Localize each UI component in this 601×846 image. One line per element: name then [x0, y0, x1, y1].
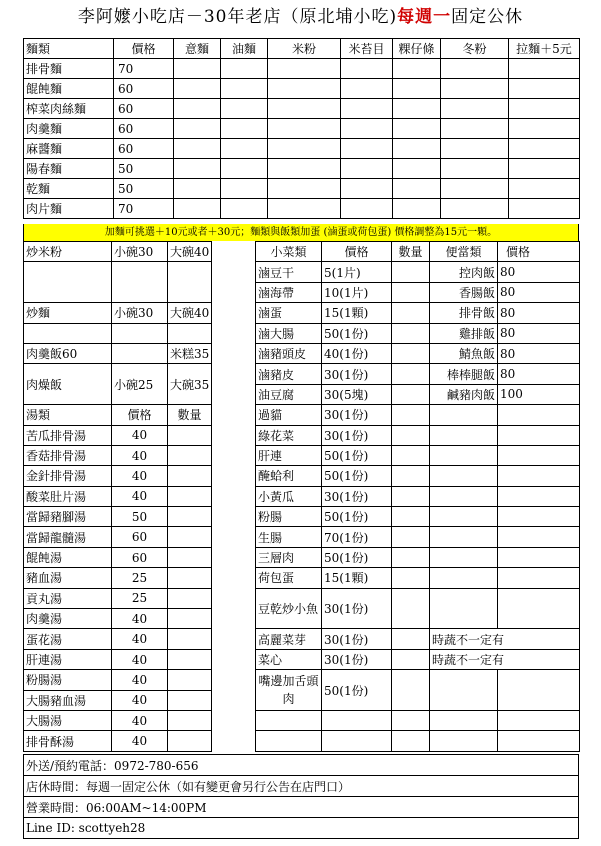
soup-name: 肉羹湯	[24, 609, 112, 629]
side-name: 過貓	[256, 405, 322, 425]
braised-pork-rice-small: 小碗25	[112, 364, 168, 405]
table-row	[24, 445, 580, 465]
side-price: 50(1份)	[322, 323, 392, 343]
bento-price: 80	[498, 303, 580, 323]
noodle-name: 榨菜肉絲麵	[24, 99, 114, 119]
side-name: 嘴邊加舌頭肉	[256, 670, 322, 711]
side-name: 醃蛤利	[256, 466, 322, 486]
soup-price: 60	[112, 527, 168, 547]
noodle-name: 麻醬麵	[24, 139, 114, 159]
side-price: 5(1片)	[322, 262, 392, 282]
footer-table	[23, 754, 579, 839]
side-price: 30(1份)	[322, 588, 392, 629]
bento-name: 控肉飯	[430, 262, 498, 282]
table-row	[24, 486, 580, 506]
seasonal-note: 時蔬不一定有	[430, 649, 580, 669]
side-price: 30(1份)	[322, 364, 392, 384]
rice-cake-price: 米糕35	[168, 343, 212, 363]
fried-rice-noodle-name: 炒米粉	[24, 242, 112, 262]
soup-header: 數量	[168, 405, 212, 425]
seasonal-note: 時蔬不一定有	[430, 629, 580, 649]
fried-rice-noodle-small: 小碗30	[112, 242, 168, 262]
noodle-table	[23, 38, 580, 219]
side-name: 小黃瓜	[256, 486, 322, 506]
line-id-text: Line ID: scottyeh28	[24, 818, 579, 839]
noodle-header: 拉麵＋5元	[509, 39, 580, 59]
side-name: 肝連	[256, 445, 322, 465]
side-header: 數量	[392, 242, 430, 262]
table-row	[24, 262, 580, 282]
table-row	[24, 507, 580, 527]
side-price: 30(5塊)	[322, 384, 392, 404]
bento-price: 80	[498, 262, 580, 282]
soup-price: 40	[112, 445, 168, 465]
side-name: 高麗菜芽	[256, 629, 322, 649]
soup-price: 40	[112, 670, 168, 690]
noodle-header-row	[24, 39, 580, 59]
bento-price: 80	[498, 343, 580, 363]
table-row	[24, 425, 580, 445]
table-row	[24, 568, 580, 588]
bento-name: 鹹豬肉飯	[430, 384, 498, 404]
table-row	[24, 179, 580, 199]
table-row	[24, 670, 580, 690]
bento-name: 棒棒腿飯	[430, 364, 498, 384]
noodle-name: 排骨麵	[24, 59, 114, 79]
side-name: 油豆腐	[256, 384, 322, 404]
soup-price: 25	[112, 568, 168, 588]
side-name: 滷大腸	[256, 323, 322, 343]
table-row	[24, 818, 579, 839]
table-row	[24, 119, 580, 139]
table-row	[24, 405, 580, 425]
soup-price: 25	[112, 588, 168, 608]
table-row	[24, 199, 580, 219]
side-price: 40(1份)	[322, 343, 392, 363]
noodle-header: 油麵	[221, 39, 268, 59]
side-price: 30(1份)	[322, 486, 392, 506]
side-price: 50(1份)	[322, 507, 392, 527]
bento-name: 鯖魚飯	[430, 343, 498, 363]
noodle-header: 價格	[114, 39, 174, 59]
side-name: 滷蛋	[256, 303, 322, 323]
soup-price: 40	[112, 710, 168, 730]
hours-text: 營業時間：06:00AM~14:00PM	[24, 797, 579, 818]
side-name: 綠花菜	[256, 425, 322, 445]
soup-name: 香菇排骨湯	[24, 445, 112, 465]
noodle-header: 米粉	[268, 39, 341, 59]
braised-pork-rice-name: 肉燥飯	[24, 364, 112, 405]
table-row	[24, 99, 580, 119]
soup-price: 40	[112, 609, 168, 629]
soup-price: 40	[112, 466, 168, 486]
noodle-name: 餛飩麵	[24, 79, 114, 99]
side-name: 滷海帶	[256, 282, 322, 302]
noodle-price: 50	[114, 179, 174, 199]
table-row	[24, 710, 580, 730]
table-row	[24, 649, 580, 669]
table-row	[24, 588, 580, 608]
braised-pork-rice-large: 大碗35	[168, 364, 212, 405]
side-price: 30(1份)	[322, 649, 392, 669]
soup-name: 肝連湯	[24, 649, 112, 669]
side-name: 荷包蛋	[256, 568, 322, 588]
table-row	[24, 629, 580, 649]
table-row	[24, 364, 580, 384]
soup-price: 40	[112, 486, 168, 506]
side-price: 50(1份)	[322, 547, 392, 567]
noodle-name: 陽春麵	[24, 159, 114, 179]
soup-price: 40	[112, 649, 168, 669]
noodle-header: 意麵	[174, 39, 221, 59]
soup-name: 當歸龍髓湯	[24, 527, 112, 547]
side-price: 70(1份)	[322, 527, 392, 547]
side-price: 30(1份)	[322, 425, 392, 445]
bento-header: 便當類	[430, 242, 498, 262]
noodle-price: 70	[114, 59, 174, 79]
side-name: 粉腸	[256, 507, 322, 527]
soup-name: 大腸湯	[24, 710, 112, 730]
table-row	[24, 547, 580, 567]
soup-name: 豬血湯	[24, 568, 112, 588]
table-row	[24, 323, 580, 343]
noodle-price: 60	[114, 119, 174, 139]
noodle-name: 乾麵	[24, 179, 114, 199]
side-name: 滷豬皮	[256, 364, 322, 384]
soup-name: 當歸豬腳湯	[24, 507, 112, 527]
side-price: 50(1份)	[322, 670, 392, 711]
table-row	[24, 303, 580, 323]
soup-price: 50	[112, 507, 168, 527]
table-row	[24, 797, 579, 818]
soup-price: 60	[112, 547, 168, 567]
soup-header: 價格	[112, 405, 168, 425]
table-row	[24, 59, 580, 79]
noodle-header: 麵類	[24, 39, 114, 59]
table-row	[24, 776, 579, 797]
bento-price: 80	[498, 364, 580, 384]
table-row	[24, 242, 580, 262]
title-main: 李阿嬤小吃店－30年老店（原北埔小吃)	[77, 7, 398, 27]
bento-price: 80	[498, 282, 580, 302]
noodle-header: 米苔目	[341, 39, 393, 59]
soup-name: 大腸豬血湯	[24, 690, 112, 710]
table-row	[24, 731, 580, 751]
bento-header: 價格	[498, 242, 580, 262]
soup-name: 酸菜肚片湯	[24, 486, 112, 506]
side-price: 30(1份)	[322, 629, 392, 649]
side-header: 價格	[322, 242, 392, 262]
table-row	[24, 79, 580, 99]
soup-name: 餛飩湯	[24, 547, 112, 567]
noodle-name: 肉羹麵	[24, 119, 114, 139]
bento-name: 雞排飯	[430, 323, 498, 343]
soup-name: 貢丸湯	[24, 588, 112, 608]
fried-noodle-large: 大碗40	[168, 303, 212, 323]
table-row	[24, 159, 580, 179]
noodle-price: 60	[114, 79, 174, 99]
noodle-header: 冬粉	[441, 39, 509, 59]
phone-text: 外送/預約電話：0972-780-656	[24, 755, 579, 776]
soup-name: 金針排骨湯	[24, 466, 112, 486]
side-name: 菜心	[256, 649, 322, 669]
soup-name: 排骨酥湯	[24, 731, 112, 751]
side-header: 小菜類	[256, 242, 322, 262]
closed-text: 店休時間：每週一固定公休（如有變更會另行公告在店門口）	[24, 776, 579, 797]
main-menu-table	[23, 241, 580, 752]
soup-price: 40	[112, 425, 168, 445]
page-title	[0, 0, 601, 34]
side-price: 15(1顆)	[322, 303, 392, 323]
soup-name: 苦瓜排骨湯	[24, 425, 112, 445]
soup-price: 40	[112, 629, 168, 649]
side-price: 50(1份)	[322, 466, 392, 486]
noodle-price: 60	[114, 139, 174, 159]
side-price: 50(1份)	[322, 445, 392, 465]
fried-noodle-small: 小碗30	[112, 303, 168, 323]
soup-price: 40	[112, 690, 168, 710]
soup-name: 粉腸湯	[24, 670, 112, 690]
side-price: 30(1份)	[322, 405, 392, 425]
soup-price: 40	[112, 731, 168, 751]
noodle-header: 粿仔條	[393, 39, 441, 59]
side-name: 生腸	[256, 527, 322, 547]
side-name: 豆乾炒小魚	[256, 588, 322, 629]
noodle-price: 60	[114, 99, 174, 119]
soup-header: 湯類	[24, 405, 112, 425]
bento-price: 80	[498, 323, 580, 343]
side-name: 滷豆干	[256, 262, 322, 282]
bento-name: 香腸飯	[430, 282, 498, 302]
bento-price: 100	[498, 384, 580, 404]
side-name: 三層肉	[256, 547, 322, 567]
notice-banner: 加麵可挑選＋10元或者＋30元；麵類與飯類加蛋 (滷蛋或荷包蛋) 價格調整為15元一顆。	[23, 224, 579, 241]
side-name: 滷豬頭皮	[256, 343, 322, 363]
noodle-price: 70	[114, 199, 174, 219]
meat-soup-rice-name: 肉羹飯60	[24, 343, 112, 363]
fried-rice-noodle-large: 大碗40	[168, 242, 212, 262]
table-row	[24, 343, 580, 363]
table-row	[24, 755, 579, 776]
side-price: 15(1顆)	[322, 568, 392, 588]
fried-noodle-name: 炒麵	[24, 303, 112, 323]
soup-name: 蛋花湯	[24, 629, 112, 649]
table-row	[24, 466, 580, 486]
title-tail: 固定公休	[451, 7, 524, 27]
bento-name: 排骨飯	[430, 303, 498, 323]
table-row	[24, 527, 580, 547]
title-closed-day: 每週一	[397, 7, 452, 27]
side-price: 10(1片)	[322, 282, 392, 302]
table-row	[24, 139, 580, 159]
noodle-price: 50	[114, 159, 174, 179]
noodle-name: 肉片麵	[24, 199, 114, 219]
